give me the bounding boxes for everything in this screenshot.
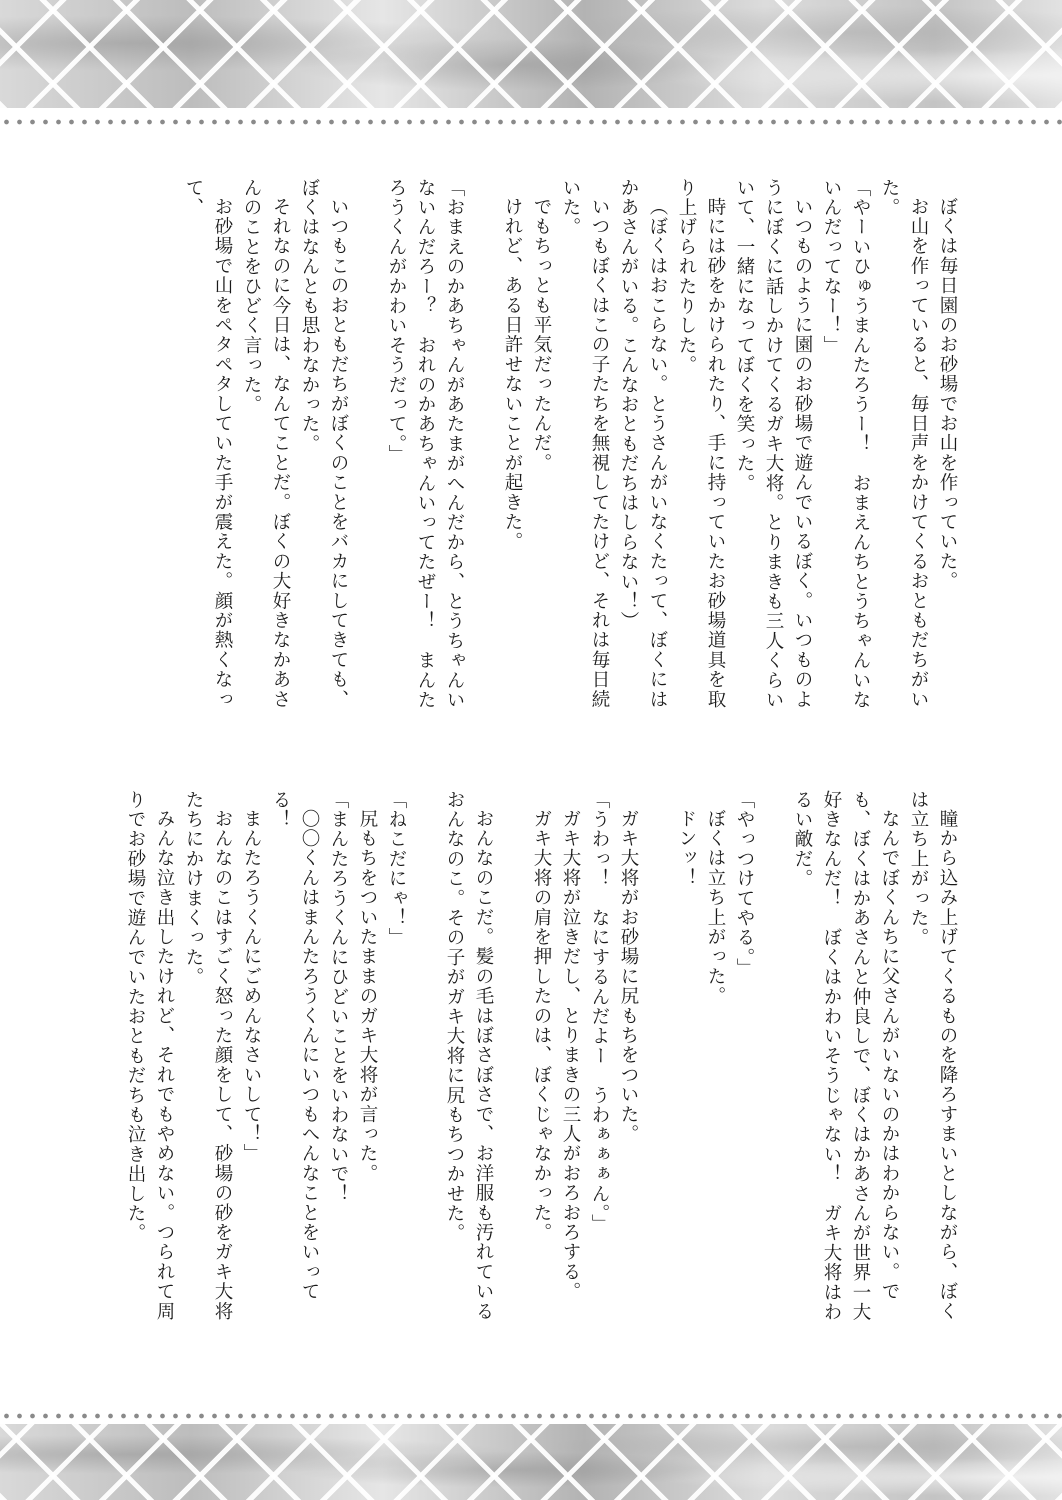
upper-paragraph: 時には砂をかけられたり、手に持っていたお砂場道具を取り上げられたりした。	[676, 178, 726, 709]
lower-paragraph: 〇〇くんはまんたろうくんにいつもへんなことをいってる！	[270, 790, 320, 1301]
lower-paragraph: 「まんたろうくんにひどいことをいわないで！	[328, 790, 349, 1204]
bottom-decorative-band	[0, 1424, 1062, 1500]
lower-paragraph: まんたろうくんにごめんなさいして！」	[241, 808, 262, 1164]
lower-paragraph: 尻もちをついたままのガキ大将が言った。	[357, 808, 378, 1183]
top-lattice-pattern	[0, 0, 1062, 108]
upper-paragraph: 「おまえのかあちゃんがあたまがへんだから、とうちゃんいないんだろー？ おれのかあちゃんいってたぜー！ まんたろうくんがかわいそうだって。」	[386, 178, 465, 710]
bottom-dotted-border	[0, 1412, 1062, 1420]
lower-paragraph: 「うわっ！ なにするんだよー うわぁぁぁん。」	[589, 790, 610, 1234]
upper-paragraph: いつもこのおともだちがぼくのことをバカにしてきても、ぼくはなんとも思わなかった。	[299, 178, 349, 709]
lower-paragraph: 「やっつけてやる。」	[734, 790, 755, 978]
lower-paragraph: 瞳から込み上げてくるものを降ろすまいとしながら、ぼくは立ち上がった。	[908, 790, 958, 1321]
lower-paragraph: ドンッ！	[676, 808, 697, 888]
upper-paragraph: でもちっとも平気だったんだ。	[531, 196, 552, 473]
lower-paragraph: ぼくは立ち上がった。	[705, 808, 726, 1006]
upper-paragraph: いつものように園のお砂場で遊んでいるぼく。いつものようにぼくに話しかけてくるガキ大将。とりまきも三人くらいいて、一緒になってぼくを笑った。	[734, 178, 813, 710]
lower-paragraph: みんな泣き出したけれど、それでもやめない。つられて周りでお砂場で遊んでいたおともだちも泣き出した。	[125, 790, 175, 1321]
lower-text-block	[102, 790, 962, 1340]
upper-paragraph: お砂場で山をペタペタしていた手が震えた。顔が熱くなって、	[183, 178, 233, 709]
lower-paragraph: ガキ大将が泣きだし、とりまきの三人がおろおろする。	[560, 808, 581, 1301]
top-decorative-band	[0, 0, 1062, 108]
lower-paragraph: おんなのこだ。髪の毛はぼさぼさで、お洋服も汚れているおんなのこ。その子がガキ大将に尻もちつかせた。	[444, 790, 494, 1321]
lower-paragraph: ガキ大将の肩を押したのは、ぼくじゃなかった。	[531, 808, 552, 1242]
upper-paragraph: いつもぼくはこの子たちを無視してたけど、それは毎日続いた。	[560, 178, 610, 709]
bottom-lattice-pattern	[0, 1424, 1062, 1500]
lower-paragraph: 「ねこだにゃ！」	[386, 790, 407, 948]
lower-paragraph: ガキ大将がお砂場に尻もちをついた。	[618, 808, 639, 1144]
upper-paragraph: （ぼくはおこらない。とうさんがいなくたって、ぼくにはかあさんがいる。こんなおともだちはしらない！）	[618, 178, 668, 709]
lower-paragraph: おんなのこはすごく怒った顔をして、砂場の砂をガキ大将たちにかけまくった。	[183, 790, 233, 1321]
lower-paragraph: なんでぼくんちに父さんがいないのかはわからない。でも、ぼくはかあさんと仲良しで、ぼくはかあさんが世界一大好きなんだ！ ぼくはかわいそうじゃない！ ガキ大将はわるい敵だ。	[792, 790, 900, 1322]
upper-paragraph: けれど、ある日許せないことが起きた。	[502, 196, 523, 552]
upper-paragraph: ぼくは毎日園のお砂場でお山を作っていた。	[937, 196, 958, 591]
upper-paragraph: 「やーいひゅうまんたろうー！ おまえんちとうちゃんいないんだってなー！」	[821, 178, 871, 710]
upper-paragraph: お山を作っていると、毎日声をかけてくるおともだちがいた。	[879, 178, 929, 709]
top-dotted-border	[0, 118, 1062, 126]
upper-paragraph: それなのに今日は、なんてことだ。ぼくの大好きなかあさんのことをひどく言った。	[241, 178, 291, 709]
upper-text-block	[102, 178, 962, 718]
